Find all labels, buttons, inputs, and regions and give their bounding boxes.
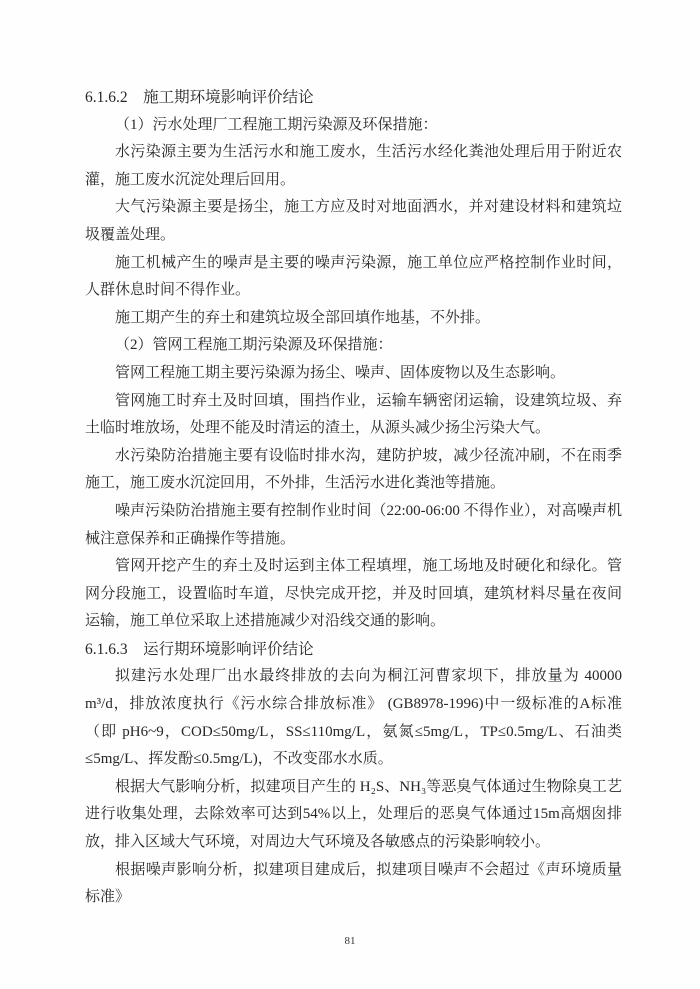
- paragraph-water-pollution-prevention: 水污染防治措施主要有设临时排水沟，建防护坡，减少径流冲刷，不在雨季施工，施工废水沉淀回用，不外排，生活污水进化粪池等措施。: [85, 447, 622, 492]
- document-body: [85, 84, 622, 912]
- paragraph-air-pollution-source: 大气污染源主要是扬尘，施工方应及时对地面洒水，并对建设材料和建筑垃圾覆盖处理。: [85, 199, 622, 243]
- section-heading-operation-period: 6.1.6.3 运行期环境影响评价结论: [85, 640, 314, 658]
- section-heading-construction-period: 6.1.6.2 施工期环境影响评价结论: [85, 89, 314, 106]
- paragraph-noise-prevention: 噪声污染防治措施主要有控制作业时间（22:00-06:00 不得作业），对高噪声机械注意保养和正确操作等措施。: [85, 502, 622, 547]
- page-footer: [0, 931, 700, 949]
- paragraph-sewage-plant-measures-title: （1）污水处理厂工程施工期污染源及环保措施：: [115, 116, 438, 133]
- paragraph-odor-gas-treatment: 根据大气影响分析，拟建项目产生的 H₂S、NH₃等恶臭气体通过生物除臭工艺进行收集处理，去除效率可达到54%以上，处理后的恶臭气体通过15m高烟囱排放，排入区域大气环境，对周边大气环境及各敏感点的污染影响较小。: [85, 778, 622, 851]
- paragraph-excavation-spoil-traffic: 管网开挖产生的弃土及时运到主体工程填埋，施工场地及时硬化和绿化。管网分段施工，设置临时车道，尽快完成开挖，并及时回填，建筑材料尽量在夜间运输，施工单位采取上述措施减少对沿线交通的影响。: [85, 558, 622, 630]
- paragraph-spoil-backfill: 施工期产生的弃土和建筑垃圾全部回填作地基，不外排。: [115, 309, 491, 326]
- paragraph-pipe-construction-dust: 管网施工时弃土及时回填，围挡作业，运输车辆密闭运输，设建筑垃圾、弃土临时堆放场，处理不能及时清运的渣土，从源头减少扬尘污染大气。: [85, 392, 622, 437]
- paragraph-noise-impact-conclusion: 根据噪声影响分析，拟建项目建成后，拟建项目噪声不会超过《声环境质量标准》: [85, 861, 622, 906]
- paragraph-effluent-discharge-standard: 拟建污水处理厂出水最终排放的去向为桐江河曹家坝下，排放量为 40000 m³/d，排放浓度执行《污水综合排放标准》 (GB8978-1996)中一级标准的A标准（即 pH6~9，COD≤50mg/L，SS≤110mg/L，氨氮≤5mg/L，TP≤0.5mg/L、石油类≤5mg/L、挥发酚≤0.5mg/L)，不改变邵水水质。: [85, 668, 622, 768]
- paragraph-pipe-network-sources: 管网工程施工期主要污染源为扬尘、噪声、固体废物以及生态影响。: [115, 364, 566, 381]
- paragraph-noise-source: 施工机械产生的噪声是主要的噪声污染源，施工单位应严格控制作业时间，人群休息时间不得作业。: [85, 254, 622, 299]
- page-number: 81: [344, 935, 356, 947]
- paragraph-pipe-network-measures-title: （2）管网工程施工期污染源及环保措施：: [115, 337, 393, 354]
- paragraph-water-pollution-source: 水污染源主要为生活污水和施工废水，生活污水经化粪池处理后用于附近农灌，施工废水沉淀处理后回用。: [85, 144, 622, 188]
